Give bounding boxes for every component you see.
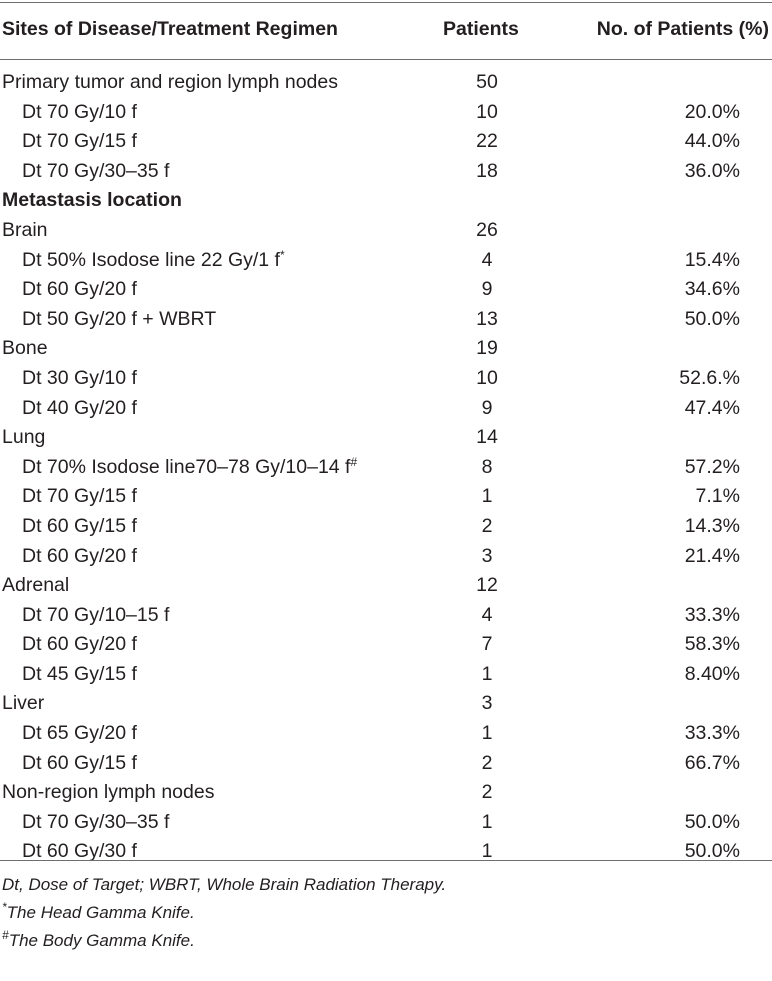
row-patients: 14	[476, 426, 498, 449]
table-body	[0, 68, 772, 867]
header-patients: Patients	[443, 18, 519, 40]
row-label	[22, 305, 216, 335]
row-label	[2, 334, 48, 364]
table-row	[0, 837, 772, 867]
row-patients: 10	[476, 100, 498, 123]
row-label	[22, 157, 169, 187]
row-label-text: Dt 50 Gy/20 f + WBRT	[22, 307, 217, 330]
group-row	[0, 216, 772, 246]
footnote-head-gamma	[2, 899, 446, 927]
row-patients: 50	[476, 71, 498, 93]
row-percent: 34.6%	[684, 278, 740, 301]
table-row	[0, 275, 772, 305]
row-label-text: Dt 70 Gy/30–35 f	[22, 159, 170, 182]
row-patients: 2	[481, 751, 493, 774]
row-footnote-mark: #	[350, 454, 358, 469]
row-patients: 4	[481, 603, 493, 626]
row-label-text: Dt 40 Gy/20 f	[22, 396, 137, 419]
row-label-text: Dt 70 Gy/10–15 f	[22, 603, 170, 626]
row-patients: 3	[481, 692, 493, 715]
row-label	[2, 571, 69, 601]
table-row	[0, 482, 772, 512]
row-label	[22, 98, 137, 128]
footnote-abbreviations: Dt, Dose of Target; WBRT, Whole Brain Radiation Therapy.	[2, 875, 447, 894]
row-label	[2, 68, 338, 98]
table-footnotes	[2, 871, 446, 955]
group-row	[0, 778, 772, 808]
row-percent: 15.4%	[684, 248, 740, 271]
row-label-text: Dt 60 Gy/15 f	[22, 514, 137, 537]
row-label-text: Dt 60 Gy/20 f	[22, 633, 137, 656]
row-percent: 47.4%	[684, 396, 740, 419]
footnote-mark-hash: #	[2, 928, 9, 942]
header-sites: Sites of Disease/Treatment Regimen	[2, 18, 338, 40]
row-patients: 2	[481, 781, 493, 804]
row-label-text: Dt 70 Gy/10 f	[22, 100, 137, 123]
row-patients: 1	[481, 840, 493, 863]
row-patients: 18	[476, 159, 498, 182]
row-label	[2, 216, 48, 246]
row-percent: 50.0%	[684, 810, 740, 833]
row-patients: 8	[481, 455, 493, 478]
group-row	[0, 68, 772, 98]
row-label	[22, 542, 137, 572]
row-percent: 57.2%	[684, 455, 740, 478]
row-patients: 22	[476, 130, 498, 153]
row-percent: 7.1%	[695, 485, 740, 508]
row-label-text: Dt 60 Gy/20 f	[22, 544, 137, 567]
header-percent: No. of Patients (%)	[596, 18, 769, 40]
row-label	[22, 660, 137, 690]
row-patients: 26	[476, 218, 498, 241]
row-patients: 9	[481, 396, 493, 419]
row-label-text: Dt 70 Gy/15 f	[22, 485, 137, 508]
row-percent: 8.40%	[684, 662, 740, 685]
row-label	[22, 246, 285, 276]
row-label	[2, 423, 45, 453]
row-label	[22, 837, 137, 867]
table-row	[0, 305, 772, 335]
table-row	[0, 157, 772, 187]
row-patients: 19	[476, 337, 498, 360]
row-patients: 3	[481, 544, 493, 567]
table-row	[0, 453, 772, 483]
row-label	[22, 453, 357, 483]
row-percent: 58.3%	[684, 633, 740, 656]
row-percent: 44.0%	[684, 130, 740, 153]
table-header	[0, 0, 772, 58]
row-patients: 1	[481, 662, 493, 685]
row-patients: 12	[476, 574, 498, 597]
group-row	[0, 571, 772, 601]
footnote-body-gamma-text: The Body Gamma Knife.	[8, 931, 195, 950]
row-label	[2, 186, 182, 216]
row-label-text: Dt 50% Isodose line 22 Gy/1 f	[22, 248, 280, 271]
row-label-text: Dt 30 Gy/10 f	[22, 366, 137, 389]
table-row	[0, 542, 772, 572]
footnote-mark-asterisk: *	[2, 900, 7, 914]
row-label	[22, 601, 169, 631]
row-label	[22, 808, 169, 838]
row-label	[22, 482, 137, 512]
row-percent: 52.6.%	[679, 366, 740, 389]
row-label	[22, 749, 137, 779]
table-bottom-rule	[0, 860, 772, 861]
row-percent: 20.0%	[684, 100, 740, 123]
row-patients: 1	[481, 722, 493, 745]
row-percent: 36.0%	[684, 159, 740, 182]
row-patients: 4	[481, 248, 493, 271]
group-row	[0, 334, 772, 364]
table-row	[0, 364, 772, 394]
table-row	[0, 98, 772, 128]
row-label-text: Primary tumor and region lymph nodes	[2, 71, 338, 93]
row-patients: 2	[481, 514, 493, 537]
table-row	[0, 246, 772, 276]
table-row	[0, 808, 772, 838]
row-patients: 7	[481, 633, 493, 656]
footnote-head-gamma-text: The Head Gamma Knife.	[6, 903, 195, 922]
row-label	[22, 512, 137, 542]
table-row	[0, 719, 772, 749]
table-row	[0, 127, 772, 157]
row-percent: 66.7%	[684, 751, 740, 774]
row-label-text: Dt 65 Gy/20 f	[22, 722, 137, 745]
row-label-text: Dt 70% Isodose line70–78 Gy/10–14 f	[22, 455, 351, 478]
row-patients: 13	[476, 307, 498, 330]
row-patients: 10	[476, 366, 498, 389]
row-label-text: Dt 60 Gy/20 f	[22, 278, 137, 301]
row-label-text: Dt 70 Gy/15 f	[22, 130, 137, 153]
row-percent: 33.3%	[684, 722, 740, 745]
row-label	[22, 394, 137, 424]
table-row	[0, 512, 772, 542]
row-patients: 1	[481, 485, 493, 508]
row-label-text: Liver	[2, 692, 45, 715]
row-label-text: Lung	[2, 426, 46, 449]
table-row	[0, 630, 772, 660]
row-percent: 33.3%	[684, 603, 740, 626]
row-label-text: Dt 60 Gy/30 f	[22, 840, 137, 863]
row-label-text: Dt 45 Gy/15 f	[22, 662, 137, 685]
row-footnote-mark: *	[279, 247, 285, 262]
row-label	[2, 689, 44, 719]
row-label	[22, 630, 137, 660]
footnote-body-gamma	[2, 927, 446, 955]
section-row	[0, 186, 772, 216]
row-label-text: Bone	[2, 337, 48, 360]
row-label	[22, 719, 137, 749]
row-percent: 21.4%	[684, 544, 740, 567]
row-label-text: Non-region lymph nodes	[2, 781, 215, 804]
row-label-text: Dt 60 Gy/15 f	[22, 751, 137, 774]
row-patients: 9	[481, 278, 493, 301]
table-header-rule	[0, 59, 772, 60]
table-row	[0, 601, 772, 631]
row-percent: 50.0%	[684, 307, 740, 330]
table-row	[0, 660, 772, 690]
row-label	[22, 127, 137, 157]
row-patients: 1	[481, 810, 493, 833]
table-row	[0, 394, 772, 424]
row-percent: 50.0%	[684, 840, 740, 863]
row-label	[2, 778, 214, 808]
group-row	[0, 689, 772, 719]
row-label	[22, 275, 137, 305]
row-label-text: Adrenal	[2, 574, 70, 597]
row-label	[22, 364, 137, 394]
row-label-text: Metastasis location	[2, 189, 182, 212]
table-row	[0, 749, 772, 779]
row-label-text: Dt 70 Gy/30–35 f	[22, 810, 170, 833]
row-label-text: Brain	[2, 218, 48, 241]
row-percent: 14.3%	[684, 514, 740, 537]
group-row	[0, 423, 772, 453]
